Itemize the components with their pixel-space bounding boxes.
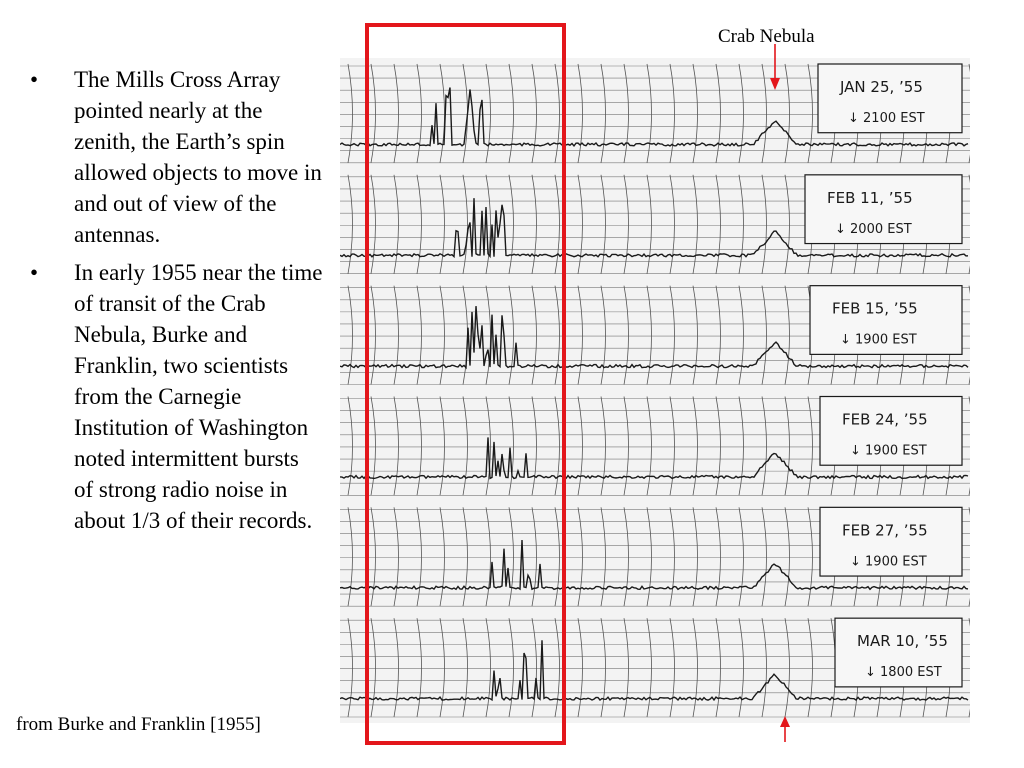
- recorder-strip: [340, 507, 970, 606]
- record-date: MAR 10, ’55: [857, 632, 948, 651]
- source-credit: from Burke and Franklin [1955]: [16, 714, 261, 735]
- bullet-marker: •: [30, 67, 39, 92]
- record-time: ↓ 2000 EST: [835, 221, 912, 237]
- recorder-strip: [340, 286, 970, 385]
- bullet-item: [28, 64, 323, 250]
- bullet-list: [28, 64, 323, 543]
- record-time: ↓ 1900 EST: [850, 443, 927, 459]
- bullet-text: The Mills Cross Array pointed nearly at the zenith, the Earth’s spin allowed objects to move in and out of view of the antennas.: [74, 67, 322, 247]
- record-time: ↓ 1800 EST: [865, 665, 942, 681]
- record-time: ↓ 2100 EST: [848, 111, 925, 126]
- recorder-strip: [340, 397, 970, 496]
- chart-recorder-image: [340, 58, 970, 723]
- record-date: FEB 11, ’55: [827, 188, 913, 207]
- record-date: FEB 24, ’55: [842, 410, 928, 429]
- crab-nebula-label: Crab Nebula: [718, 26, 815, 47]
- recorder-strip: [340, 175, 970, 274]
- recorder-strip: [340, 64, 970, 163]
- record-time: ↓ 1900 EST: [850, 554, 927, 570]
- bullet-marker: •: [30, 260, 39, 285]
- record-date: FEB 27, ’55: [842, 521, 928, 540]
- record-time: ↓ 1900 EST: [840, 332, 917, 348]
- bullet-text: In early 1955 near the time of transit of the Crab Nebula, Burke and Franklin, two scientists from the Carnegie Institution of Washington noted intermittent bursts of strong radio noise in about 1/3 of their records.: [74, 260, 323, 533]
- record-date: FEB 15, ’55: [832, 299, 918, 318]
- bullet-item: [28, 257, 323, 536]
- record-date: JAN 25, ’55: [840, 78, 923, 96]
- recorder-strip: [340, 618, 970, 717]
